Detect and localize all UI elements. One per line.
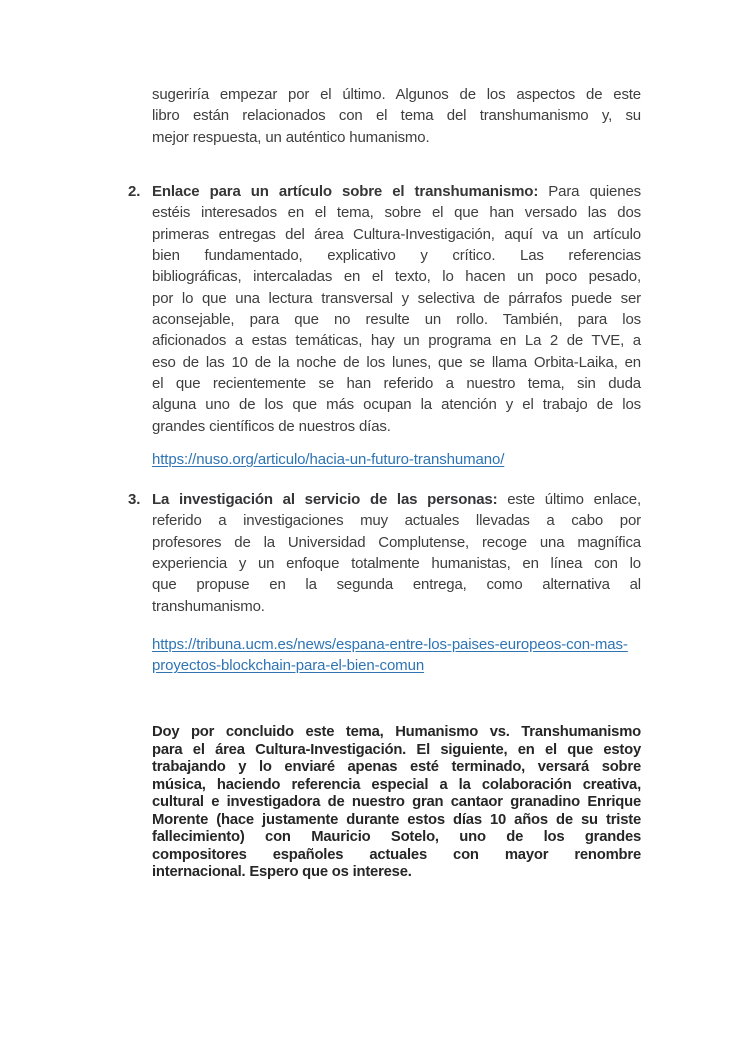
item-3-line-4: experiencia y un enfoque totalmente humanistas, en línea con lo [152,555,641,573]
para-closing-line-6: Morente (hace justamente durante estos días 10 años de su triste [152,811,641,828]
link-tribuna-line-1[interactable]: https://tribuna.ucm.es/news/espana-entre-los-paises-europeos-con-mas- [152,636,628,653]
item-2-line-12: grandes científicos de nuestros días. [152,417,391,435]
para-closing-line-4: música, haciendo referencia especial a la colaboración creativa, [152,776,641,793]
item-2-line-1 [152,181,641,202]
item-2-line-7: aconsejable, para que no resulte un rollo. También, para los [152,311,641,329]
link-nuso-anchor[interactable] [152,449,641,470]
item-2-line-3: primeras entregas del área Cultura-Investigación, aquí va un artículo [152,225,641,243]
item-2-line-4: bien fundamentado, explicativo y crítico. Las referencias [152,247,641,265]
item-2-line-9: eso de las 10 de la noche de los lunes, que se llama Orbita-Laika, en [152,353,641,371]
link-tribuna-line-2[interactable]: proyectos-blockchain-para-el-bien-comun [152,657,425,675]
para-closing-line-5: cultural e investigadora de nuestro gran cantaor granadino Enrique [152,794,641,810]
link-nuso [152,449,641,470]
item-2-line-5: bibliográficas, intercaladas en el texto, lo hacen un poco pesado, [152,268,641,286]
item-2-line-6: por lo que una lectura transversal y selectiva de párrafos puede ser [152,289,641,307]
item-3-line-5: que propuse en la segunda entrega, como alternativa al [152,576,641,594]
text-column [128,0,641,1061]
link-nuso-line-1[interactable]: https://nuso.org/articulo/hacia-un-futuro-transhumano/ [152,451,505,468]
item-3-line-1-lead: La investigación al servicio de las personas: [152,491,498,508]
item-3-line-3: profesores de la Universidad Complutense, recoge una magnífica [152,533,641,551]
para-closing-line-9: internacional. Espero que os interese. [152,864,412,880]
para-closing-line-3: trabajando y lo enviaré apenas esté terminado, versará sobre [152,759,641,775]
item-3-line-2: referido a investigaciones muy actuales llevadas a cabo por [152,512,641,530]
item-3-line-1-text: este último enlace, [497,491,641,508]
item-2-line-2: estéis interesados en el tema, sobre el que han versado las dos [152,204,641,222]
para-closing-line-7: fallecimiento) con Mauricio Sotelo, uno de los grandes [152,829,641,845]
item-2-line-10: el que recientemente se han referido a nuestro tema, sin duda [152,375,641,393]
para-intro-line-2: libro están relacionados con el tema del transhumanismo y, su [152,107,641,125]
item-2-number: 2. [128,183,141,200]
item-3 [128,489,641,617]
item-2-line-11: alguna uno de los que más ocupan la atención y el trabajo de los [152,396,641,414]
para-intro [152,84,641,148]
item-3-line-1 [152,489,641,510]
para-closing-line-1: Doy por concluido este tema, Humanismo vs. Transhumanismo [152,724,641,740]
para-intro-line-3: mejor respuesta, un auténtico humanismo. [152,128,430,146]
para-closing [152,724,641,882]
para-closing-line-2: para el área Cultura-Investigación. El siguiente, en el que estoy [152,741,641,758]
item-2-line-1-lead: Enlace para un artículo sobre el transhumanismo: [152,183,539,200]
item-2 [128,181,641,437]
item-2-line-8: aficionados a estas temáticas, hay un programa en La 2 de TVE, a [152,332,641,350]
para-intro-line-1: sugeriría empezar por el último. Algunos de los aspectos de este [152,86,641,103]
para-closing-line-8: compositores españoles actuales con mayor renombre [152,846,641,863]
item-3-number: 3. [128,491,141,508]
link-tribuna-anchor[interactable] [152,634,641,677]
link-tribuna [152,634,641,677]
item-2-line-1-text: Para quienes [538,183,641,200]
item-3-line-6: transhumanismo. [152,597,265,615]
